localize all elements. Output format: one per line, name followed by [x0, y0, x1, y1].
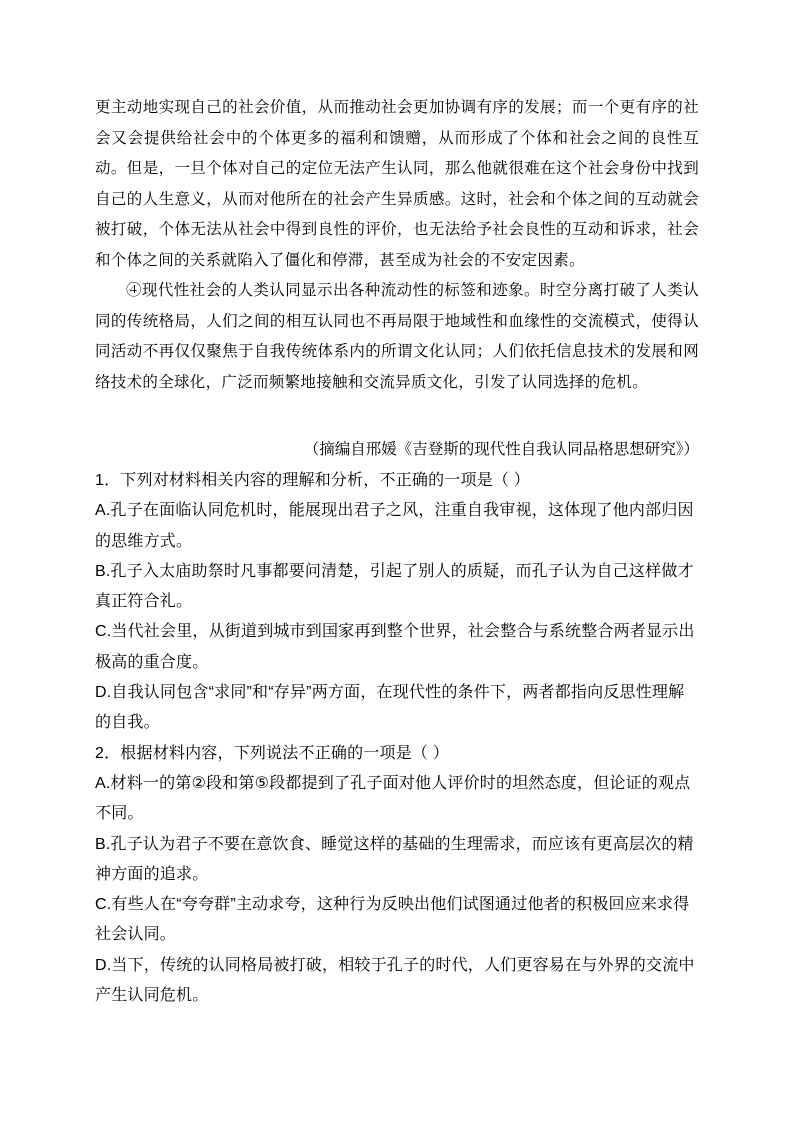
option-b: B.孔子入太庙助祭时凡事都要问清楚，引起了别人的质疑，而孔子认为自己这样做才真正符合礼。: [95, 562, 694, 611]
question-stem: 2．根据材料内容，下列说法不正确的一项是（ ）: [95, 744, 449, 762]
passage-paragraph-3-continued: 更主动地实现自己的社会价值，从而推动社会更加协调有序的发展；而一个更有序的社会又会提供给社会中的个体更多的福利和馈赠，从而形成了个体和社会之间的良性互动。但是，一旦个体对自己的定位无法产生认同，那么他就很难在这个社会身份中找到自己的人生意义，从而对他所在的社会产生异质感。这时，社会和个体之间的互动就会被打破，个体无法从社会中得到良性的评价，也无法给予社会良性的互动和诉求，社会和个体之间的关系就陷入了僵化和停滞，甚至成为社会的不安定因素。: [95, 98, 699, 269]
question-1: [95, 466, 699, 739]
question-list: [95, 466, 699, 1011]
reading-passage: [95, 92, 699, 397]
option-c: C.有些人在“夸夸群”主动求夸，这种行为反映出他们试图通过他者的积极回应来求得社会认同。: [95, 896, 690, 944]
question-stem: 1．下列对材料相关内容的理解和分析，不正确的一项是（ ）: [95, 472, 530, 489]
source-citation: （摘编自邢媛《吉登斯的现代性自我认同品格思想研究》）: [303, 440, 699, 458]
option-c: C.当代社会里，从街道到城市到国家再到整个世界，社会整合与系统整合两者显示出极高的重合度。: [95, 623, 695, 671]
question-2: [95, 739, 699, 1012]
option-d: D.自我认同包含“求同”和“存异”两方面，在现代性的条件下，两者都指向反思性理解的自我。: [95, 684, 685, 732]
option-b: B.孔子认为君子不要在意饮食、睡觉这样的基础的生理需求，而应该有更高层次的精神方面的追求。: [95, 835, 694, 883]
option-a: A.材料一的第②段和第⑤段都提到了孔子面对他人评价时的坦然态度，但论证的观点不同。: [95, 774, 691, 823]
option-a: A.孔子在面临认同危机时，能展现出君子之风，注重自我审视，这体现了他内部归因的思维方式。: [95, 502, 694, 550]
option-d: D.当下，传统的认同格局被打破，相较于孔子的时代，人们更容易在与外界的交流中产生认同危机。: [95, 956, 695, 1005]
passage-paragraph-4: ④现代性社会的人类认同显示出各种流动性的标签和迹象。时空分离打破了人类认同的传统格局，人们之间的相互认同也不再局限于地域性和血缘性的交流模式，使得认同活动不再仅仅聚焦于自我传统体系内的所谓文化认同；人们依托信息技术的发展和网络技术的全球化，广泛而频繁地接触和交流异质文化，引发了认同选择的危机。: [95, 281, 699, 391]
